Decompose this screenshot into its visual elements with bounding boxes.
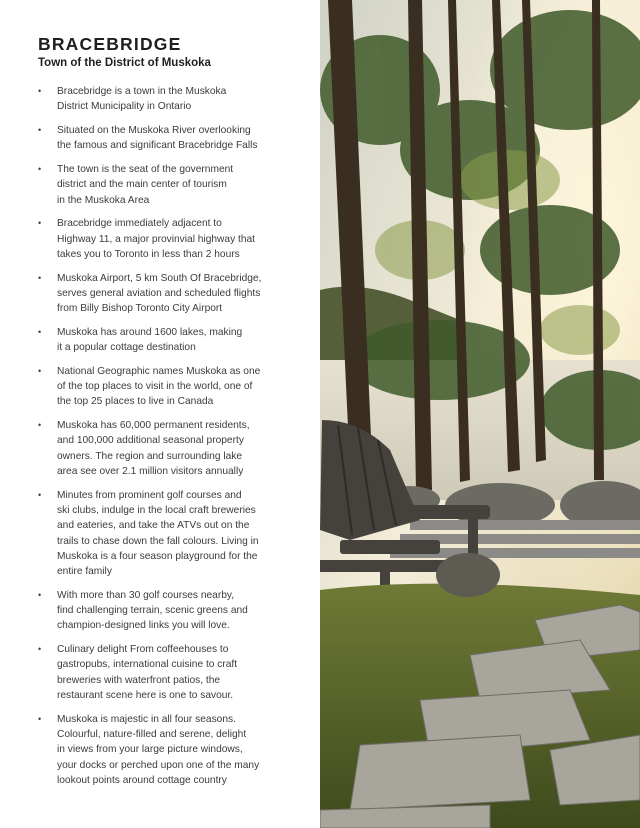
bullet-line: Muskoka has around 1600 lakes, making [57, 326, 243, 338]
bullet-line: owners. The region and surrounding lake [57, 450, 243, 462]
bullet-dot: • [38, 272, 42, 283]
bullet-item [38, 216, 288, 262]
bullet-dot: • [38, 326, 42, 337]
bullet-dot: • [38, 589, 42, 600]
bullet-line: it a popular cottage destination [57, 342, 196, 354]
bullet-line: and eateries, and take the ATVs out on the [57, 520, 250, 532]
bullet-item [38, 325, 288, 356]
bullet-item [38, 642, 288, 703]
bullet-dot: • [38, 218, 42, 229]
bullet-line: Bracebridge is a town in the Muskoka [57, 86, 227, 97]
bullet-item [38, 712, 288, 788]
bullet-line: restaurant scene here is one to savour. [57, 690, 234, 701]
bullet-line: Colourful, nature-filled and serene, delight [57, 728, 247, 740]
bullet-item [38, 364, 288, 410]
bullet-line: your docks or perched upon one of the many [57, 759, 260, 771]
bullet-line: gastropubs, international cuisine to craft [57, 659, 238, 671]
bullet-line: ski clubs, indulge in the local craft breweries [57, 504, 256, 516]
bullet-item [38, 123, 288, 154]
bullet-dot: • [38, 163, 42, 174]
bullet-line: Minutes from prominent golf courses and [57, 489, 242, 501]
bullet-line: National Geographic names Muskoka as one [57, 365, 261, 377]
page-title: BRACEBRIDGE [38, 34, 182, 54]
bullet-line: Situated on the Muskoka River overlooking [57, 124, 251, 136]
bullet-dot: • [38, 365, 42, 376]
bullet-line: the famous and significant Bracebridge Falls [57, 140, 258, 152]
bullet-dot: • [38, 86, 42, 96]
bullet-line: in views from your large picture windows, [57, 744, 243, 756]
bullet-item [38, 588, 288, 634]
bullet-line: lookout points around cottage country [57, 774, 227, 786]
lake-chair-photo [320, 0, 640, 828]
bullet-line: district and the main center of tourism [57, 179, 227, 191]
bullet-line: With more than 30 golf courses nearby, [57, 589, 235, 601]
bullet-dot: • [38, 420, 42, 431]
bullet-dot: • [38, 489, 42, 500]
bullet-list [38, 84, 288, 797]
bullet-line: the top 25 places to live in Canada [57, 396, 214, 408]
bullet-dot: • [38, 124, 42, 135]
bullet-line: find challenging terrain, scenic greens and [57, 605, 248, 617]
bullet-dot: • [38, 644, 42, 655]
bullet-line: The town is the seat of the government [57, 163, 234, 175]
page-subtitle: Town of the District of Muskoka [38, 57, 211, 69]
bullet-item [38, 418, 288, 479]
bullet-line: Culinary delight From coffeehouses to [57, 644, 229, 656]
bullet-line: takes you to Toronto in less than 2 hours [57, 248, 240, 260]
bullet-dot: • [38, 713, 42, 724]
bullet-line: Muskoka is a four season playground for the [57, 550, 258, 562]
bullet-line: from Billy Bishop Toronto City Airport [57, 303, 223, 315]
bullet-line: Muskoka is majestic in all four seasons. [57, 713, 236, 725]
bullet-line: entire family [57, 566, 112, 578]
bullet-line: District Municipality in Ontario [57, 101, 192, 113]
bullet-line: Bracebridge immediately adjacent to [57, 218, 222, 230]
bullet-line: and 100,000 additional seasonal property [57, 435, 244, 447]
bullet-line: area see over 2.1 million visitors annually [57, 465, 244, 477]
bullet-line: Muskoka Airport, 5 km South Of Bracebridge, [57, 272, 262, 284]
bullet-line: in the Muskoka Area [57, 194, 150, 206]
bullet-item [38, 488, 288, 580]
bullet-item [38, 162, 288, 208]
bullet-line: Highway 11, a major provinvial highway that [57, 233, 255, 245]
bullet-line: breweries with waterfront patios, the [57, 674, 221, 686]
bullet-line: trails to chase down the fall colours. Living in [57, 535, 259, 547]
bullet-line: Muskoka has 60,000 permanent residents, [57, 420, 250, 432]
bullet-line: serves general aviation and scheduled flights [57, 287, 261, 299]
bullet-item [38, 271, 288, 317]
bullet-line: of the top places to visit in the world, one of [57, 381, 253, 393]
bullet-line: champion-designed links you will love. [57, 620, 230, 632]
bullet-item [38, 84, 288, 115]
